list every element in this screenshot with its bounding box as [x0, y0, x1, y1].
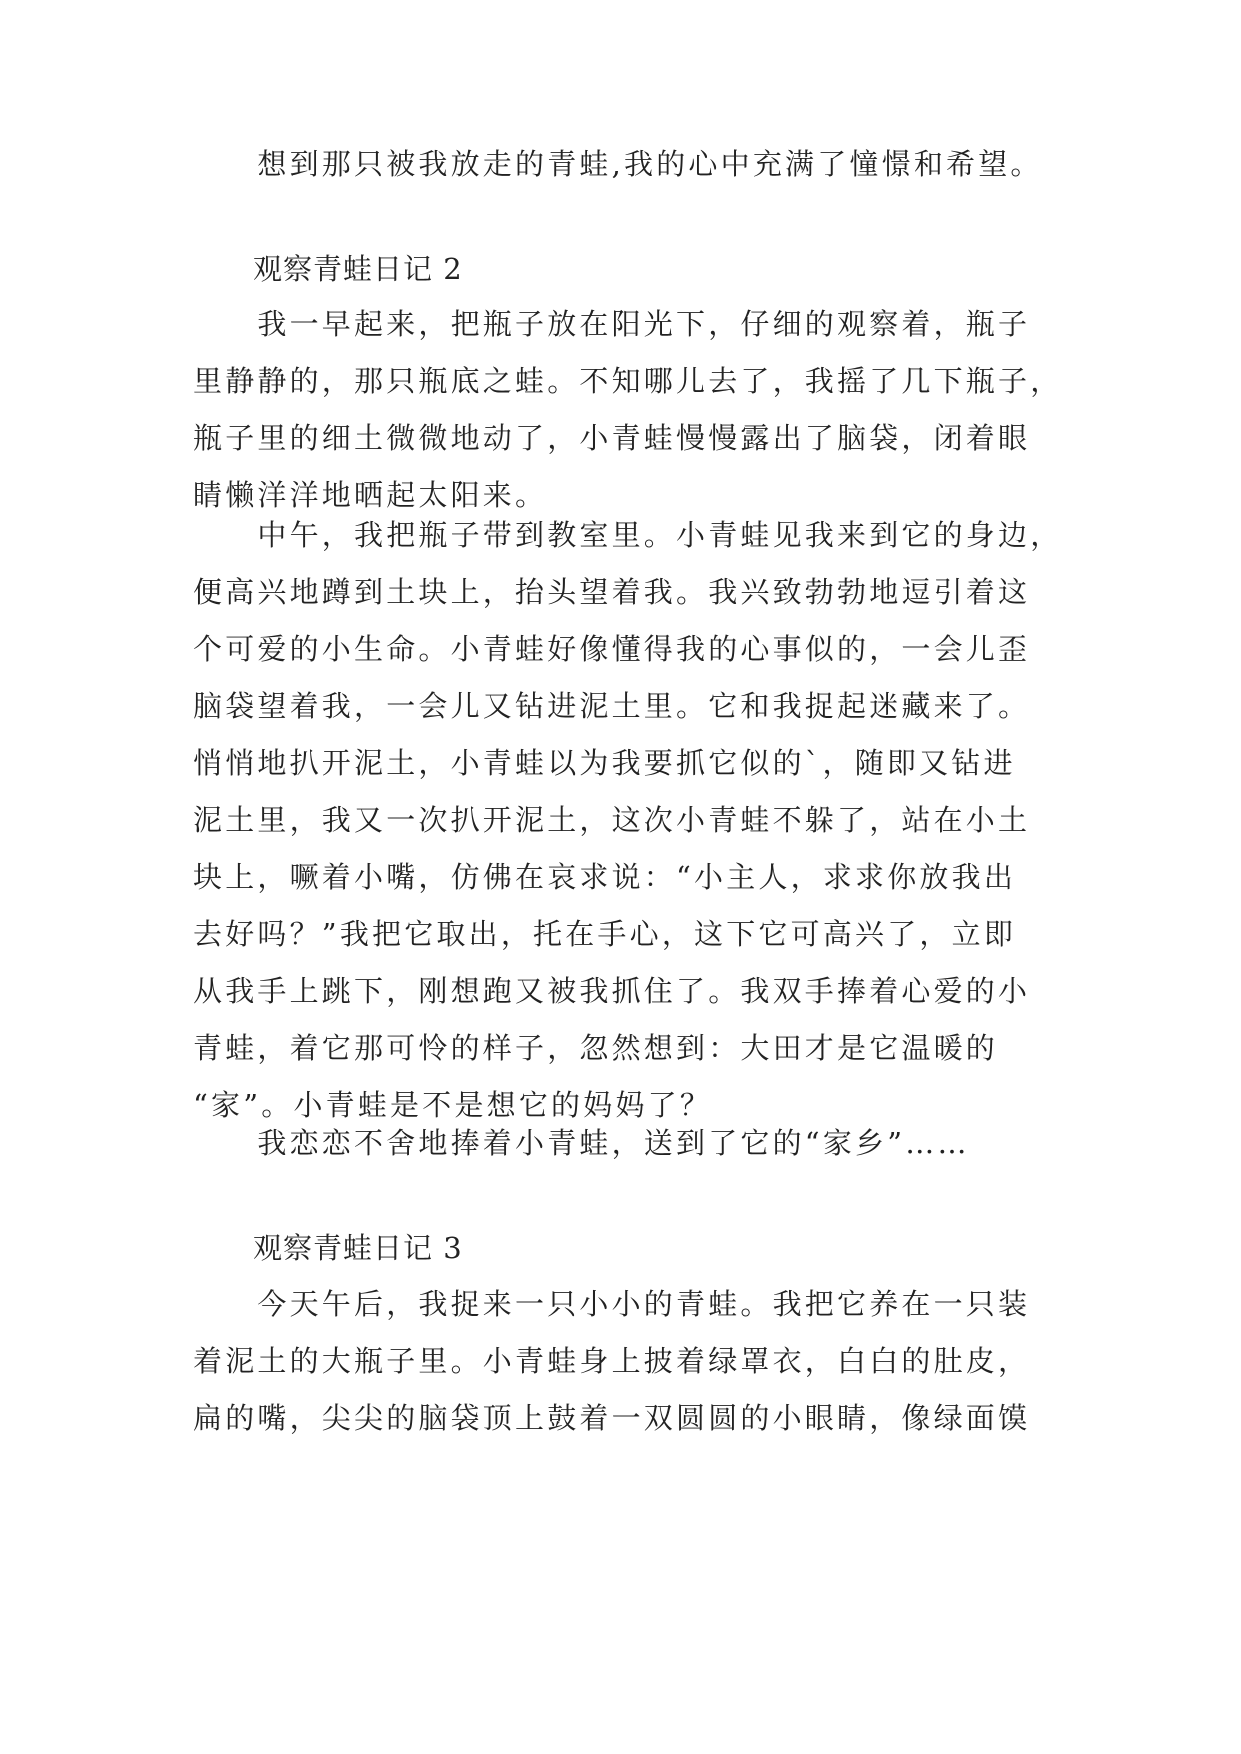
- section-heading: 观察青蛙日记 3: [193, 1231, 463, 1265]
- paragraph-line: 中午，我把瓶子带到教室里。小青蛙见我来到它的身边，: [193, 518, 1063, 552]
- paragraph-line: 里静静的，那只瓶底之蛙。不知哪儿去了，我摇了几下瓶子，: [193, 364, 1063, 398]
- paragraph-line: 着泥土的大瓶子里。小青蛙身上披着绿罩衣，白白的肚皮，: [193, 1344, 1031, 1378]
- paragraph-line: 青蛙，着它那可怜的样子，忽然想到：大田才是它温暖的: [193, 1031, 999, 1065]
- diary2-paragraph-2: [193, 507, 1073, 1134]
- paragraph-line: 脑袋望着我，一会儿又钻进泥土里。它和我捉起迷藏来了。: [193, 689, 1031, 723]
- paragraph-line: 我恋恋不舍地捧着小青蛙，送到了它的“家乡”……: [193, 1126, 970, 1160]
- paragraph-line: 想到那只被我放走的青蛙,我的心中充满了憧憬和希望。: [193, 147, 1043, 181]
- paragraph-line: 扁的嘴，尖尖的脑袋顶上鼓着一双圆圆的小眼睛，像绿面馍: [193, 1401, 1031, 1435]
- section-heading: 观察青蛙日记 2: [193, 252, 463, 286]
- paragraph-line: 个可爱的小生命。小青蛙好像懂得我的心事似的，一会儿歪: [193, 632, 1031, 666]
- paragraph-line: 去好吗？”我把它取出，托在手心，这下它可高兴了，立即: [193, 917, 1017, 951]
- diary3-title: [193, 1220, 1073, 1277]
- paragraph-line: “家”。小青蛙是不是想它的妈妈了？: [193, 1088, 713, 1122]
- paragraph-line: 瓶子里的细土微微地动了，小青蛙慢慢露出了脑袋，闭着眼: [193, 421, 1031, 455]
- paragraph-line: 今天午后，我捉来一只小小的青蛙。我把它养在一只装: [193, 1287, 1031, 1321]
- diary3-paragraph-1: [193, 1276, 1073, 1447]
- diary2-title: [193, 241, 1073, 298]
- intro-paragraph: [193, 136, 1073, 193]
- paragraph-line: 我一早起来，把瓶子放在阳光下，仔细的观察着，瓶子: [193, 307, 1031, 341]
- paragraph-line: 悄悄地扒开泥土，小青蛙以为我要抓它似的`，随即又钻进: [193, 746, 1016, 780]
- paragraph-line: 从我手上跳下，刚想跑又被我抓住了。我双手捧着心爱的小: [193, 974, 1031, 1008]
- paragraph-line: 睛懒洋洋地晒起太阳来。: [193, 478, 548, 512]
- paragraph-line: 泥土里，我又一次扒开泥土，这次小青蛙不躲了，站在小土: [193, 803, 1031, 837]
- diary2-paragraph-1: [193, 296, 1073, 524]
- paragraph-line: 便高兴地蹲到土块上，抬头望着我。我兴致勃勃地逗引着这: [193, 575, 1031, 609]
- paragraph-line: 块上，噘着小嘴，仿佛在哀求说：“小主人，求求你放我出: [193, 860, 1017, 894]
- diary2-paragraph-3: [193, 1115, 1073, 1172]
